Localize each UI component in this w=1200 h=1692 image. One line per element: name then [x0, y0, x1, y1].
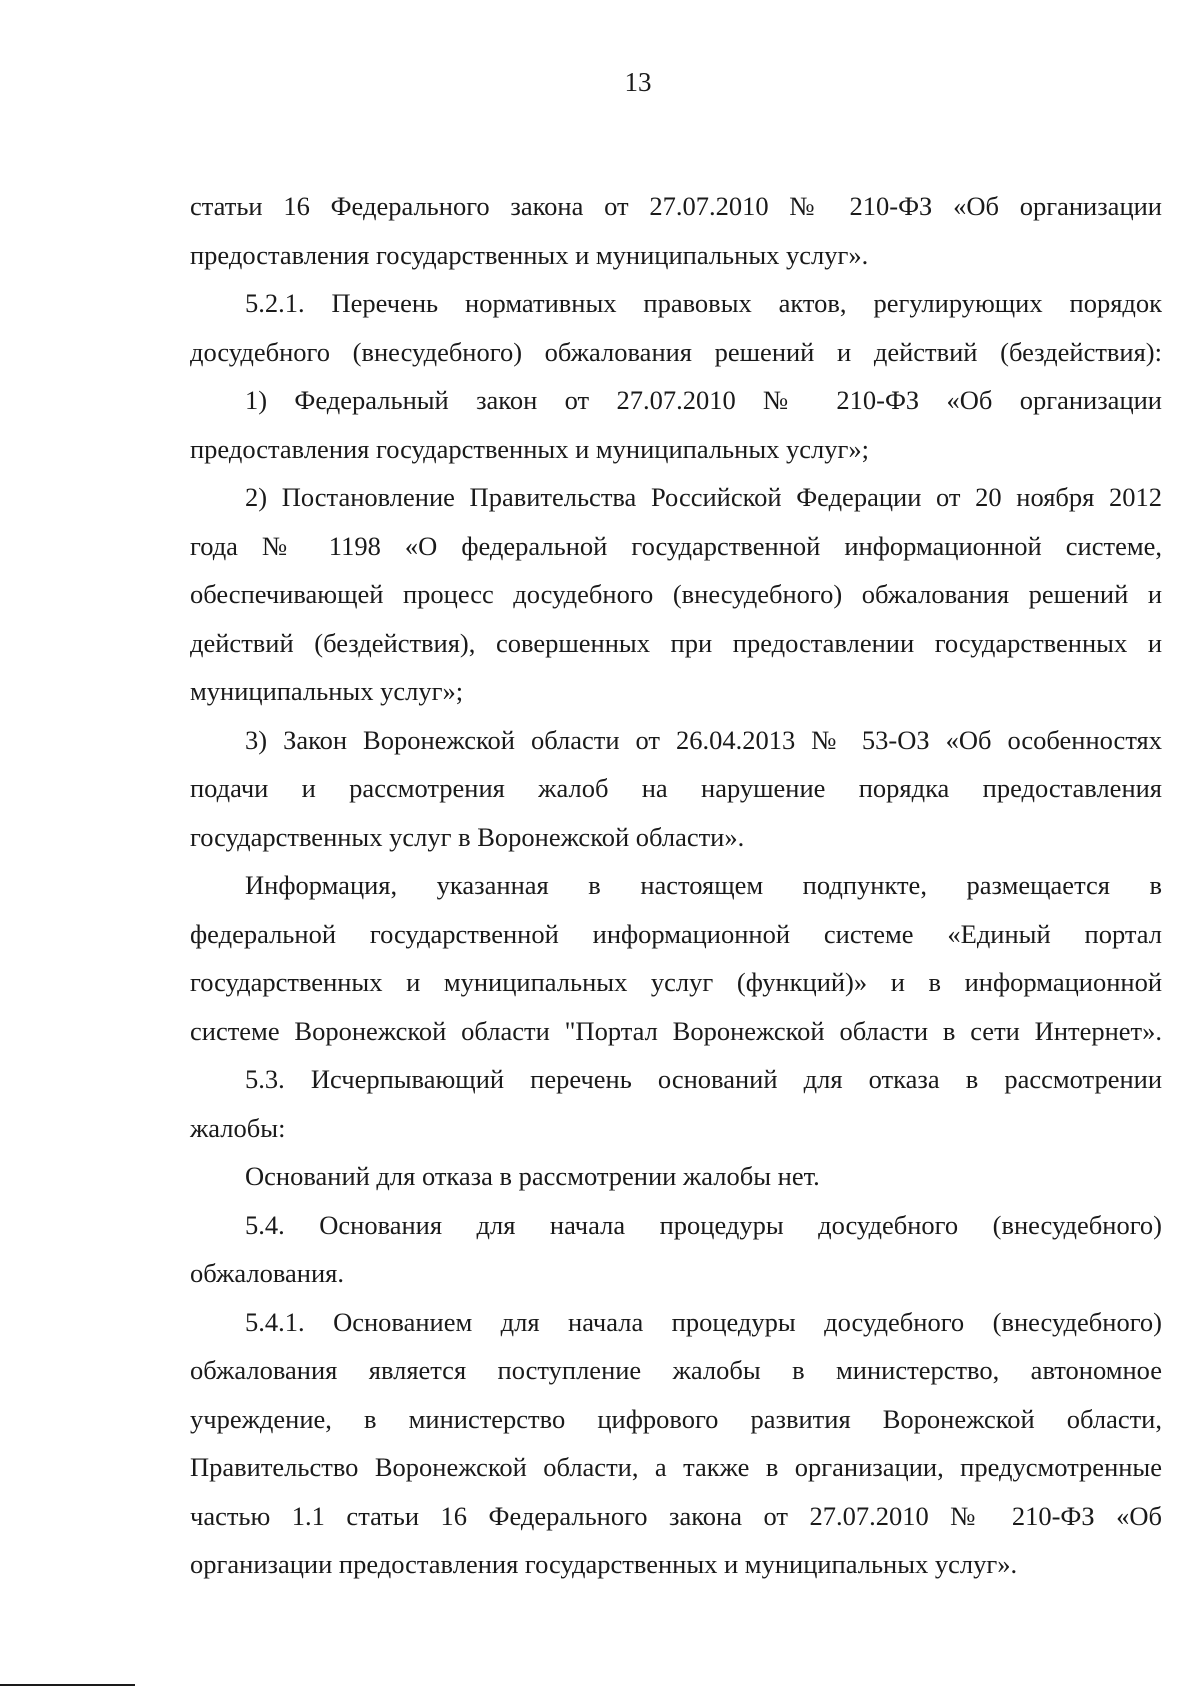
- text-line: 1) Федеральный закон от 27.07.2010 № 210-ФЗ «Об организации: [245, 385, 1162, 415]
- text-line: Информация, указанная в настоящем подпункте, размещается в: [245, 870, 1162, 900]
- text-line: 3) Закон Воронежской области от 26.04.2013 № 53-ОЗ «Об особенностях: [245, 724, 1162, 755]
- text-line: федеральной государственной информационной системе «Единый портал: [190, 918, 1162, 949]
- page-number: 13: [624, 67, 652, 97]
- text-line: года № 1198 «О федеральной государственной информационной системе,: [190, 530, 1162, 561]
- text-line: 5.3. Исчерпывающий перечень оснований для отказа в рассмотрении: [245, 1064, 1162, 1094]
- text-line: системе Воронежской области "Портал Воронежской области в сети Интернет».: [190, 1015, 1162, 1046]
- text-line: Оснований для отказа в рассмотрении жалобы нет.: [245, 1161, 820, 1191]
- text-line: 5.4.1. Основанием для начала процедуры досудебного (внесудебного): [245, 1306, 1162, 1337]
- text-line: частью 1.1 статьи 16 Федерального закона от 27.07.2010 № 210-ФЗ «Об: [190, 1500, 1162, 1531]
- footnote-separator-line: [0, 1684, 135, 1686]
- text-line: государственных услуг в Воронежской области».: [190, 821, 745, 852]
- text-line: 5.4. Основания для начала процедуры досудебного (внесудебного): [245, 1209, 1162, 1240]
- text-line: государственных и муниципальных услуг (функций)» и в информационной: [190, 967, 1162, 997]
- text-line: 2) Постановление Правительства Российской Федерации от 20 ноября 2012: [245, 482, 1162, 512]
- text-line: учреждение, в министерство цифрового развития Воронежской области,: [190, 1403, 1162, 1434]
- text-line: обжалования является поступление жалобы в министерство, автономное: [190, 1355, 1162, 1385]
- document-body: [190, 182, 1162, 1589]
- text-line: предоставления государственных и муниципальных услуг»;: [190, 433, 869, 464]
- text-line: подачи и рассмотрения жалоб на нарушение порядка предоставления: [190, 773, 1162, 803]
- text-line: статьи 16 Федерального закона от 27.07.2010 № 210-ФЗ «Об организации: [190, 191, 1162, 221]
- text-line: Правительство Воронежской области, а также в организации, предусмотренные: [190, 1452, 1162, 1482]
- text-line: обеспечивающей процесс досудебного (внесудебного) обжалования решений и: [190, 579, 1162, 609]
- text-line: досудебного (внесудебного) обжалования решений и действий (бездействия):: [190, 336, 1162, 367]
- text-line: организации предоставления государственных и муниципальных услуг».: [190, 1549, 1018, 1579]
- text-line: обжалования.: [190, 1258, 344, 1288]
- text-line: муниципальных услуг»;: [190, 676, 464, 706]
- text-line: 5.2.1. Перечень нормативных правовых актов, регулирующих порядок: [245, 288, 1162, 318]
- text-line: предоставления государственных и муниципальных услуг».: [190, 239, 869, 270]
- text-line: действий (бездействия), совершенных при предоставлении государственных и: [190, 627, 1162, 658]
- text-line: жалобы:: [190, 1112, 286, 1143]
